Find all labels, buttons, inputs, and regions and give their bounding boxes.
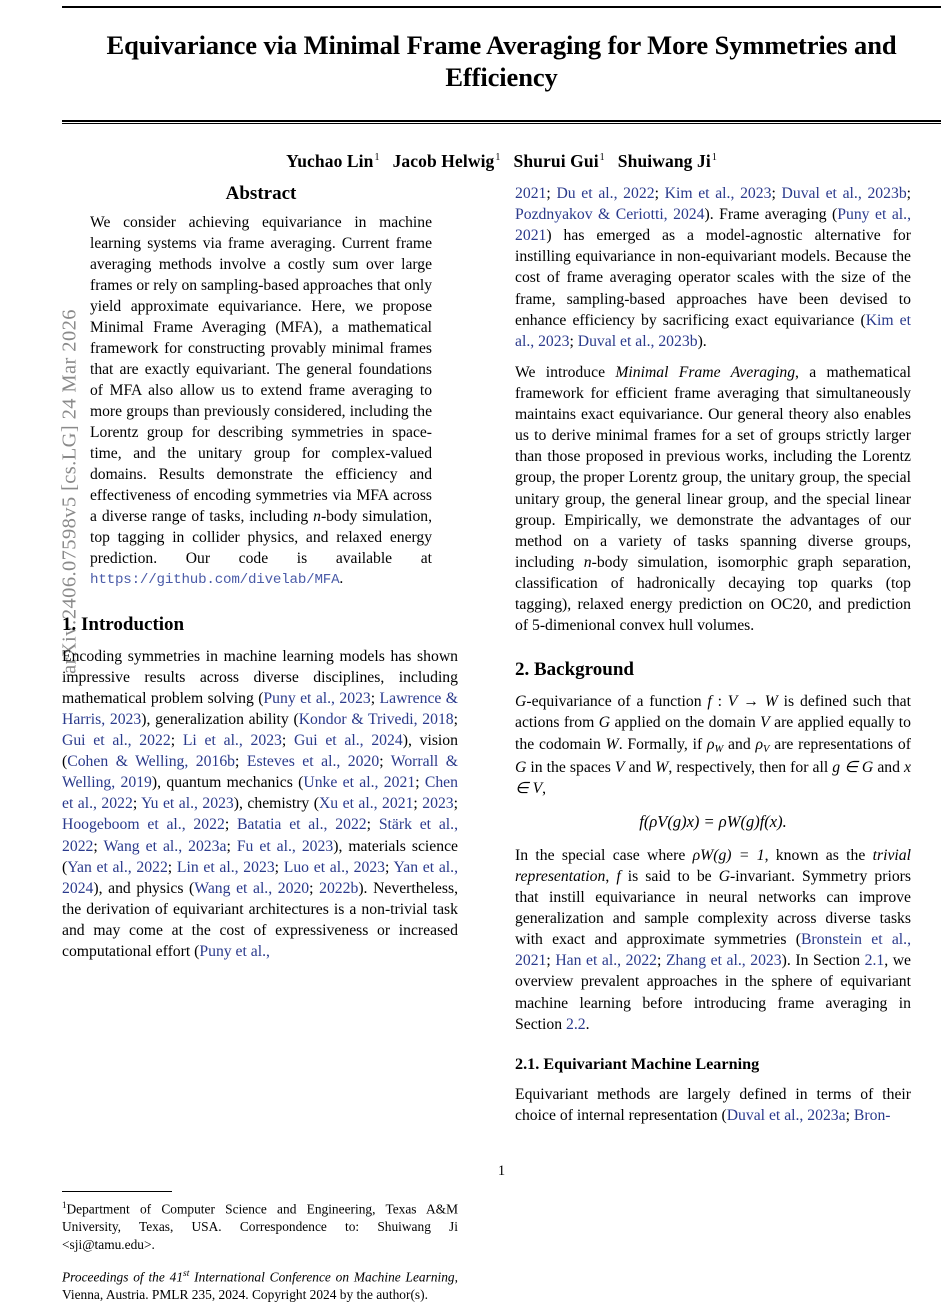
author-entry — [514, 151, 605, 171]
t: ). In Section — [781, 952, 865, 970]
abstract-text-a: We consider achieving equivariance in machine learning systems via frame averaging. Current frame averaging methods involve a costly sum over large frames or rely on sampling-based approaches that only yield approximate equivariance. Here, we propose Minimal Frame Averaging (MFA), a mathematical framework for constructing provably minimal frames that are exactly equivariant. The general foundations of MFA also allow us to extend frame averaging to more groups than previously considered, including the Lorentz group for describing symmetries in space-time, and the unitary group for complex-valued domains. Results demonstrate the efficiency and effectiveness of encoding symmetries via MFA across a diverse range of tasks, including — [90, 214, 432, 525]
t: ; — [132, 795, 142, 813]
body-columns — [62, 183, 941, 1303]
rho: ρ — [706, 735, 715, 753]
citation-link[interactable]: Fu et al., 2023 — [236, 837, 334, 855]
citation-link[interactable]: Han et al., 2022 — [555, 952, 658, 970]
abstract-text-c: . — [339, 570, 344, 588]
author-entry — [618, 151, 717, 171]
t: ; — [453, 795, 458, 813]
title-rule-lower — [62, 123, 941, 124]
t: ; — [654, 185, 665, 202]
math-G: G — [515, 758, 527, 776]
t: ; — [224, 816, 237, 834]
t: ). — [697, 332, 707, 350]
right-column — [515, 183, 911, 1126]
author-affiliation-mark: 1 — [495, 152, 501, 164]
author-name: Jacob Helwig — [392, 150, 495, 171]
author-name: Yuchao Lin — [286, 150, 374, 171]
abstract-text — [90, 213, 432, 591]
math-rho-V — [756, 736, 770, 753]
t: ), vision ( — [62, 732, 458, 771]
author-affiliation-mark: 1 — [711, 152, 717, 164]
footnote-affiliation — [62, 1200, 458, 1254]
title-rule-group — [62, 120, 941, 124]
t: , — [542, 779, 547, 797]
citation-link[interactable]: Bron- — [853, 1106, 891, 1124]
math-V: V — [614, 758, 625, 776]
t: Encoding symmetries in machine learning models has shown impressive results across diverse disciplines, including mathematical problem solving ( — [62, 647, 458, 707]
subsection-spacer — [515, 1035, 911, 1055]
t: -invariant. Symmetry priors that instill equivariance in neural networks can improve generalization and sample complexity across diverse tasks with exact and approximate symmetries ( — [515, 867, 911, 949]
citation-link[interactable]: Li et al., 2023 — [182, 732, 282, 749]
footnote-rule — [62, 1191, 172, 1192]
t: ; — [370, 689, 380, 707]
author-entry — [393, 151, 501, 171]
t: ), chemistry ( — [233, 795, 319, 813]
t: ; — [569, 332, 578, 350]
section-spacer — [62, 591, 458, 614]
citation-link[interactable]: Lawrence & Harris, 2023 — [62, 689, 458, 728]
t: -equivariance of a function — [526, 693, 708, 711]
t: ) has emerged as a model-agnostic alternative for instilling equivariance in non-equivariant models. Because the cost of frame averaging operator scales with the size of the frame, sampling-based approaches have been devised to enhance efficiency by sacrificing exact equivariance ( — [515, 227, 911, 329]
page-title: Equivariance via Minimal Frame Averaging for More Symmetries and Efficiency — [106, 30, 897, 93]
intro-paragraph-1 — [62, 646, 458, 963]
t: ; — [845, 1106, 854, 1124]
math-g-in-G: g ∈ G — [832, 758, 874, 776]
footnote-proceedings — [62, 1268, 458, 1304]
math-G: G — [718, 867, 731, 885]
t: , — [605, 867, 617, 885]
t: ; — [657, 952, 666, 970]
equation-equivariance: f(ρV(g)x) = ρW(g)f(x). — [639, 811, 787, 831]
emphasis-trivial-representation: trivial representation — [515, 846, 911, 885]
author-list — [62, 151, 941, 172]
author-name: Shurui Gui — [513, 150, 599, 171]
background-paragraph-1 — [515, 691, 911, 798]
t: . — [585, 1015, 590, 1033]
author-entry — [286, 151, 380, 171]
math-G: G — [515, 693, 527, 711]
citation-link[interactable]: Gui et al., 2024 — [294, 732, 403, 749]
abstract-text-b: -body simulation, top tagging in collider physics, and relaxed energy prediction. Our code is available at — [90, 507, 432, 567]
t: are representations of — [769, 735, 911, 753]
intro-paragraph-2 — [515, 362, 911, 636]
citation-link[interactable]: Unke et al., 2021 — [303, 774, 416, 792]
math-W: W — [764, 693, 778, 711]
citation-link[interactable]: Kim et al., 2023 — [515, 311, 912, 350]
t: applied on the domain — [610, 714, 761, 732]
citation-link[interactable]: Kondor & Trivedi, 2018 — [298, 710, 454, 728]
paper-content — [62, 0, 941, 1303]
citation-link[interactable]: 2023 — [422, 795, 454, 813]
t: ; — [167, 858, 177, 876]
t: , respectively, then for all — [668, 758, 833, 776]
citation-link[interactable]: Hoogeboom et al., 2022 — [62, 816, 225, 834]
t: ), materials science ( — [62, 837, 458, 876]
citation-link[interactable]: Xu et al., 2021 — [318, 795, 414, 813]
t: ; — [771, 185, 782, 202]
author-name: Shuiwang Ji — [617, 150, 711, 171]
t: and — [723, 735, 756, 753]
math-f: f — [616, 867, 621, 885]
citation-link[interactable]: Puny et al., — [199, 943, 270, 961]
citation-link[interactable]: Kim et al., 2023 — [664, 185, 772, 202]
intro-paragraph-1-continued — [515, 183, 911, 352]
t: We introduce — [515, 363, 616, 381]
t: ; — [170, 732, 183, 749]
t: ; — [413, 795, 423, 813]
footnote-mark: 1 — [62, 1200, 67, 1210]
t: ; — [235, 753, 247, 771]
t: ; — [93, 837, 104, 855]
t: ). Frame averaging ( — [704, 206, 838, 224]
citation-link[interactable]: Yan et al., 2024 — [62, 858, 459, 897]
citation-link[interactable]: Gui et al., 2022 — [62, 732, 171, 749]
proceedings-venue: International Conference on Machine Learning — [189, 1269, 455, 1285]
t: ; — [379, 753, 391, 771]
abstract-block — [90, 183, 432, 591]
code-url-link[interactable]: https://github.com/divelab/MFA — [90, 572, 340, 589]
t: : — [711, 693, 728, 711]
t: ; — [309, 879, 320, 897]
t: ), and physics ( — [93, 879, 195, 897]
t: -body simulation, isomorphic graph separation, classification of hadronically decaying top quarks (top tagging), relaxed energy prediction on OC20, and prediction of 5-dimenional convex hull volumes. — [515, 553, 911, 635]
citation-link[interactable]: Pozdnyakov & Ceriotti, 2024 — [515, 206, 705, 224]
t: . Formally, if — [618, 735, 707, 753]
citation-link[interactable]: Duval et al., 2023a — [726, 1106, 846, 1124]
footnote-block — [62, 1191, 458, 1304]
math-rhoW-eq-1: ρW(g) = 1 — [692, 846, 765, 864]
math-f: f — [707, 693, 712, 711]
author-affiliation-mark: 1 — [374, 152, 380, 164]
section-heading-introduction: 1. Introduction — [62, 613, 185, 635]
citation-link[interactable]: Esteves et al., 2020 — [246, 753, 380, 771]
t: and — [873, 758, 905, 776]
rho: ρ — [755, 735, 764, 753]
t: ; — [226, 837, 237, 855]
citation-link[interactable]: Luo et al., 2023 — [283, 858, 386, 876]
proceedings-details: , Vienna, Austria. PMLR 235, 2024. Copyright 2024 by the author(s). — [62, 1269, 458, 1303]
t: ; — [906, 185, 912, 202]
t: ; — [546, 185, 557, 202]
t: ; — [366, 816, 379, 834]
proceedings-label: Proceedings of the — [62, 1269, 170, 1285]
t: Equivariant methods are largely defined in terms of their choice of internal representation ( — [515, 1085, 911, 1124]
header-rule-top — [62, 6, 941, 8]
t: and — [624, 758, 656, 776]
t: ; — [415, 774, 425, 792]
section-reference-link[interactable]: 2.2 — [565, 1015, 586, 1033]
citation-link[interactable]: Puny et al., 2021 — [515, 206, 912, 245]
citation-link[interactable]: Batatia et al., 2022 — [236, 816, 367, 834]
abstract-math-n: n — [313, 507, 321, 525]
page-number: 1 — [497, 1163, 506, 1179]
citation-link[interactable]: Stärk et al., 2022 — [62, 816, 459, 855]
math-V: V — [727, 693, 738, 711]
equivariant-ml-paragraph-1 — [515, 1084, 911, 1126]
t: , known as the — [764, 846, 873, 864]
math-G: G — [598, 714, 611, 732]
math-W: W — [655, 758, 669, 776]
citation-link[interactable]: Du et al., 2022 — [556, 185, 655, 202]
proceedings-number: 41 — [169, 1269, 184, 1285]
t: In the special case where — [515, 846, 693, 864]
section-reference-link[interactable]: 2.1 — [864, 952, 885, 970]
t: ; — [385, 858, 394, 876]
citation-link[interactable]: Lin et al., 2023 — [176, 858, 275, 876]
citation-link[interactable]: Wang et al., 2023a — [103, 837, 227, 855]
emphasis-mfa: Minimal Frame Averaging — [615, 363, 796, 381]
t: ; — [546, 952, 556, 970]
citation-link[interactable]: Bronstein et al., 2021 — [515, 931, 911, 970]
subsection-heading-equivariant-ml: 2.1. Equivariant Machine Learning — [515, 1054, 760, 1073]
t: are applied equally to the codomain — [515, 714, 911, 753]
t: , a mathematical framework for efficient frame averaging that simultaneously maintains exact equivariance. Our general theory also enables us to derive minimal frames for a set of groups strictly larger than those proposed in previous works, including the Lorentz group, the proper Lorentz group, the unitary group, the special unitary group, the general linear group, and the special linear group. Empirically, we demonstrate the advantages of our method on a variety of tasks spanning diverse groups, including — [515, 363, 911, 571]
citation-link[interactable]: Cohen & Welling, 2016b — [67, 753, 236, 771]
math-rho-W — [707, 736, 723, 753]
section-heading-background: 2. Background — [515, 659, 634, 681]
t: ). Nevertheless, the derivation of equivariant architectures is a non-trivial task and may come at the cost of expressiveness or increased computational effort ( — [62, 879, 459, 961]
math-subscript-W: W — [714, 743, 724, 755]
left-column — [62, 183, 459, 1303]
t: ), generalization ability ( — [141, 710, 299, 728]
citation-link[interactable]: Puny et al., 2023 — [263, 689, 371, 707]
footnote-affiliation-text: Department of Computer Science and Engineering, Texas A&M University, Texas, USA. Correspondence to: Shuiwang Ji <sji@tamu.edu>. — [62, 1201, 458, 1253]
t: in the spaces — [526, 758, 615, 776]
citation-link[interactable]: Zhang et al., 2023 — [665, 952, 782, 970]
t: ; — [281, 732, 295, 749]
citation-link[interactable]: Yan et al., 2022 — [67, 858, 168, 876]
citation-link[interactable]: Wang et al., 2020 — [194, 879, 310, 897]
abstract-heading: Abstract — [225, 183, 297, 204]
t: ), quantum mechanics ( — [151, 774, 304, 792]
t: , we overview prevalent approaches in the sphere of equivariant machine learning before introducing frame averaging in Section — [515, 952, 912, 1033]
math-V: V — [760, 714, 770, 732]
citation-link[interactable]: 2022b — [319, 879, 359, 897]
math-W: W — [605, 735, 619, 753]
citation-link[interactable]: Duval et al., 2023b — [781, 185, 907, 202]
t: ; — [453, 710, 458, 728]
t: is said to be — [620, 867, 719, 885]
t: is defined such that actions from — [515, 693, 911, 732]
section-spacer — [515, 636, 911, 659]
t: → — [737, 693, 765, 711]
arxiv-stamp: arXiv:2406.07598v5 [cs.LG] 24 Mar 2026 — [58, 309, 81, 674]
citation-link[interactable]: Worrall & Welling, 2019 — [62, 753, 458, 792]
proceedings-ordinal: st — [183, 1268, 190, 1279]
background-paragraph-2 — [515, 845, 911, 1035]
t: ; — [274, 858, 284, 876]
citation-link[interactable]: Duval et al., 2023b — [577, 332, 698, 350]
math-subscript-V: V — [763, 743, 770, 755]
math-n: n — [583, 553, 592, 571]
citation-link[interactable]: Chen et al., 2022 — [62, 774, 458, 813]
citation-link[interactable]: 2021 — [515, 185, 547, 202]
author-affiliation-mark: 1 — [599, 152, 605, 164]
citation-link[interactable]: Yu et al., 2023 — [141, 795, 234, 813]
math-x-in-V: x ∈ V — [515, 758, 912, 797]
